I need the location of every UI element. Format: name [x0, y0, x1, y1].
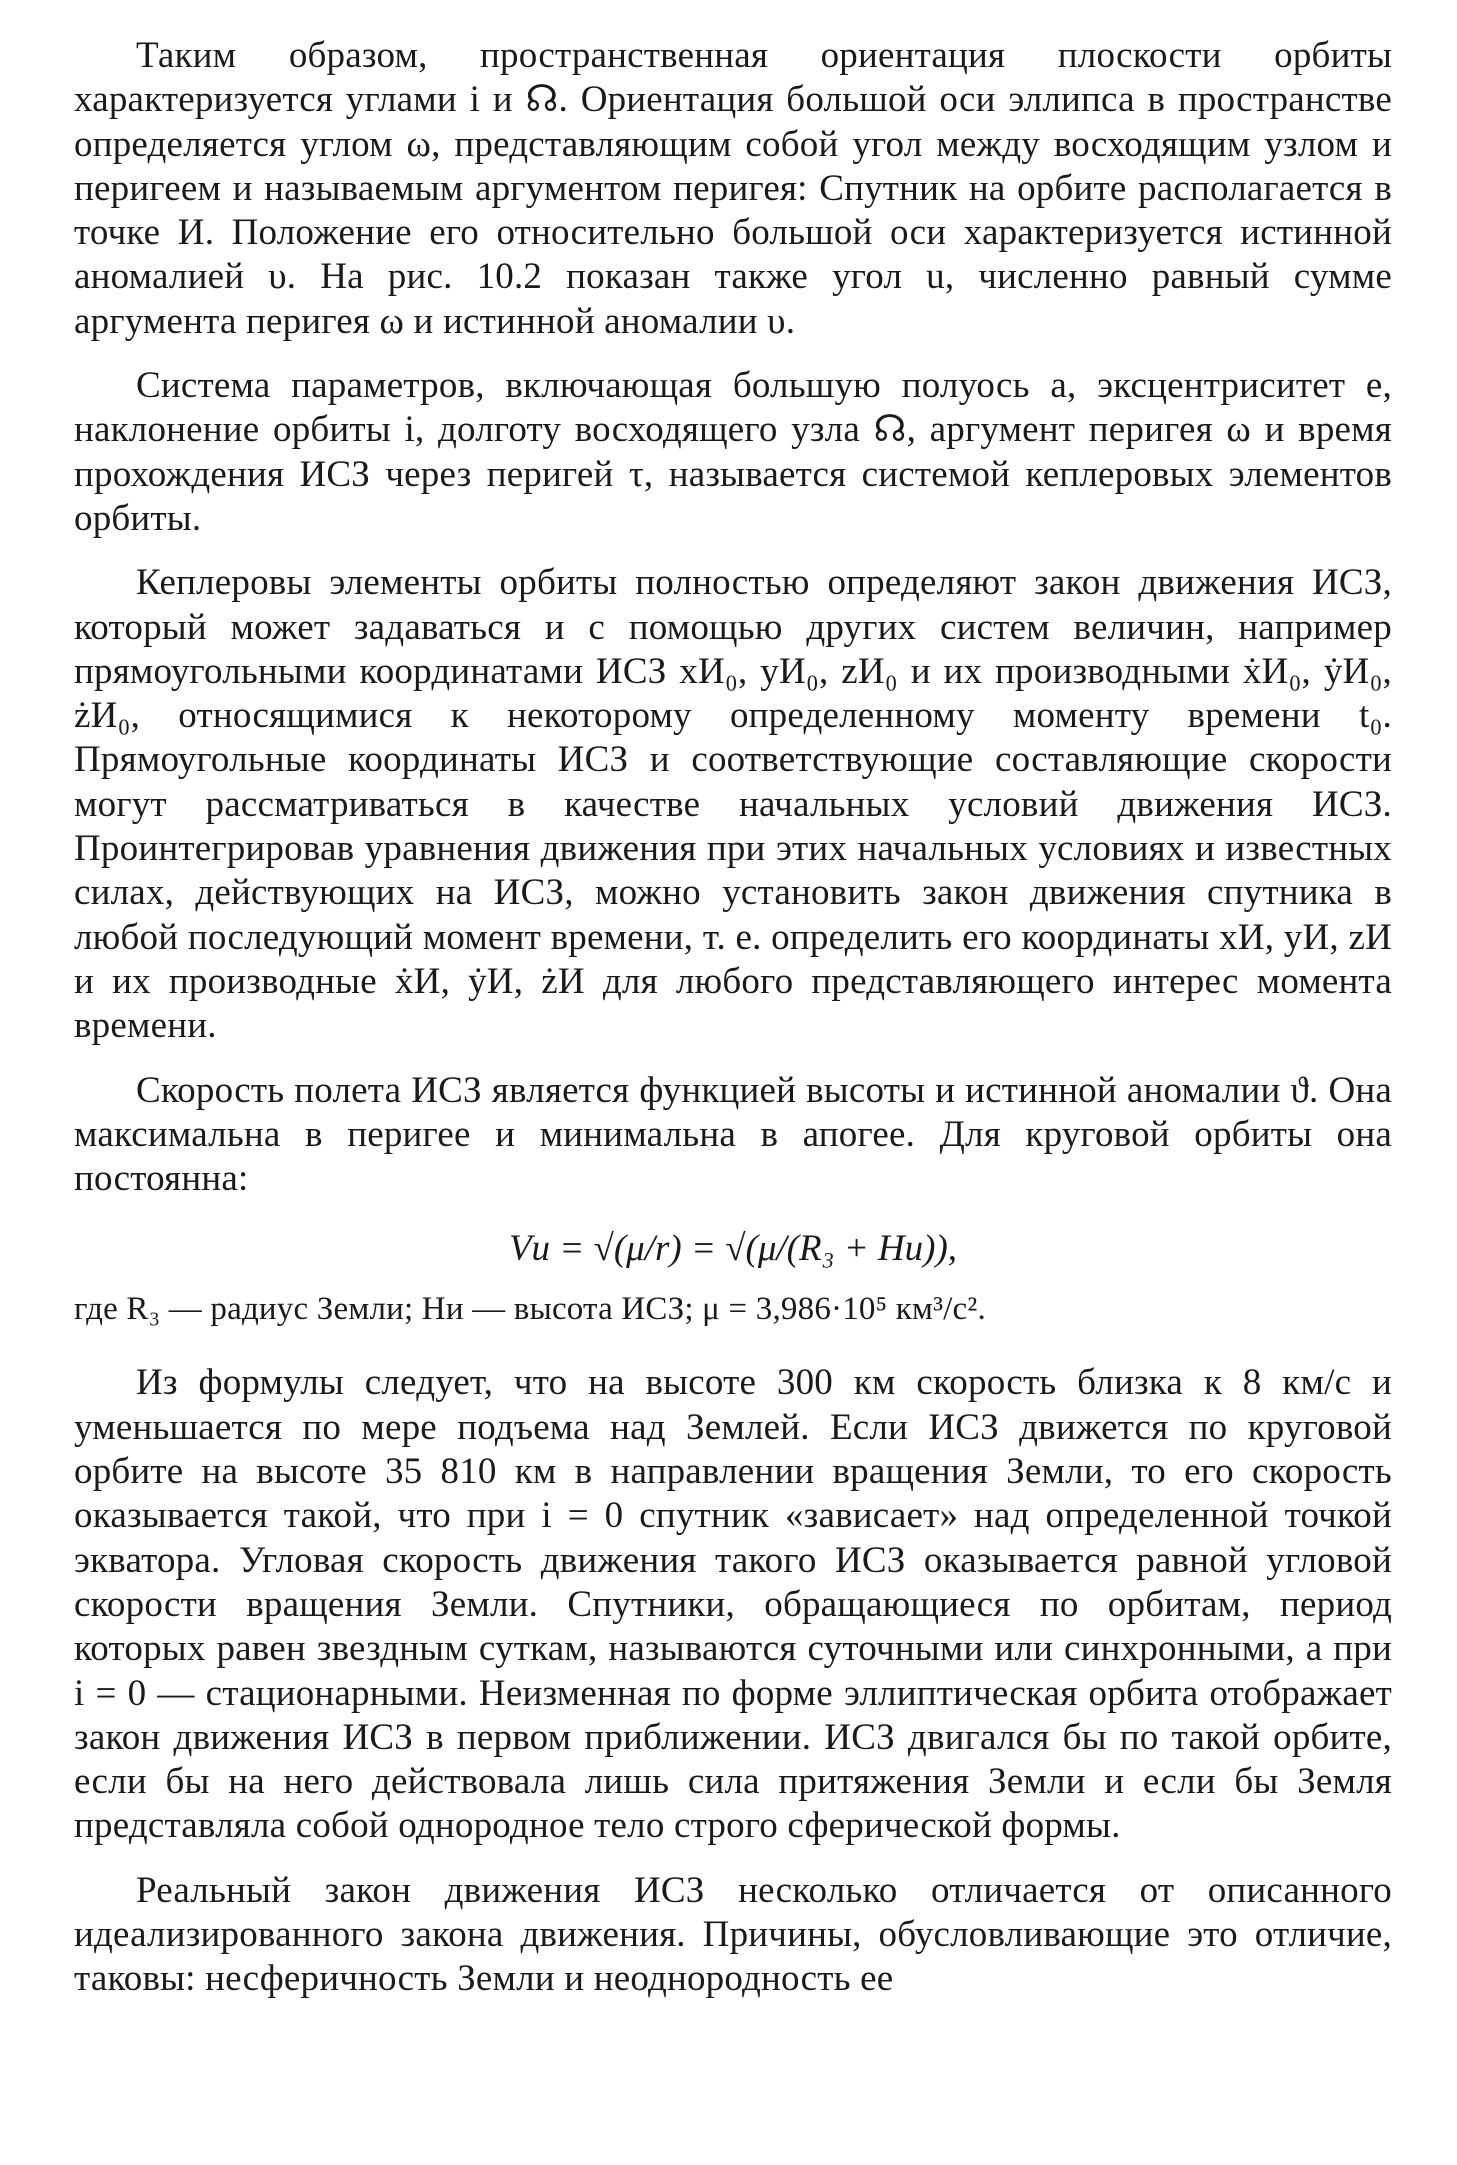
paragraph-kepler-elements: Кеплеровы элементы орбиты полностью определяют закон движения ИСЗ, который может задаваться и с помощью других систем величин, например прямоугольными координатами ИСЗ xИ₀, yИ₀, zИ₀ и их производными ẋИ₀, ẏИ₀, żИ₀, относящимися к некоторому определенному моменту времени t₀. Прямоугольные координаты ИСЗ и соответствующие составляющие скорости могут рассматриваться в качестве начальных условий движения ИСЗ. Проинтегрировав уравнения движения при этих начальных условиях и известных силах, действующих на ИСЗ, можно установить закон движения спутника в любой последующий момент времени, т. е. определить его координаты xИ, yИ, zИ и их производные ẋИ, ẏИ, żИ для любого представляющего интерес момента времени. [74, 562, 1392, 1047]
document-page [74, 34, 1392, 2022]
velocity-formula: Vи = √(μ/r) = √(μ/(R₃ + Hи)), [508, 1228, 958, 1270]
formula-legend: где R₃ — радиус Земли; Hи — высота ИСЗ; μ = 3,986·10⁵ км³/с². [74, 1291, 986, 1328]
paragraph-kepler-parameters: Система параметров, включающая большую полуось a, эксцентриситет e, наклонение орбиты i, долготу восходящего узла ☊, аргумент перигея ω и время прохождения ИСЗ через перигей τ, называется системой кеплеровых элементов орбиты. [74, 365, 1392, 539]
paragraph-flight-speed: Скорость полета ИСЗ является функцией высоты и истинной аномалии ϑ. Она максимальна в перигее и минимальна в апогее. Для круговой орбиты она постоянна: [74, 1069, 1392, 1200]
paragraph-orbit-orientation: Таким образом, пространственная ориентация плоскости орбиты характеризуется углами i и ☊. Ориентация большой оси эллипса в пространстве определяется углом ω, представляющим собой угол между восходящим узлом и перигеем и называемым аргументом перигея: Спутник на орбите располагается в точке И. Положение его относительно большой оси характеризуется истинной аномалией υ. На рис. 10.2 показан также угол u, численно равный сумме аргумента перигея ω и истинной аномалии υ. [74, 35, 1392, 342]
paragraph-stationary-orbit: Из формулы следует, что на высоте 300 км скорость близка к 8 км/с и уменьшается по мере подъема над Землей. Если ИСЗ движется по круговой орбите на высоте 35 810 км в направлении вращения Земли, то его скорость оказывается такой, что при i = 0 спутник «зависает» над определенной точкой экватора. Угловая скорость движения такого ИСЗ оказывается равной угловой скорости вращения Земли. Спутники, обращающиеся по орбитам, период которых равен звездным суткам, называются суточными или синхронными, а при i = 0 — стационарными. Неизменная по форме эллиптическая орбита отображает закон движения ИСЗ в первом приближении. ИСЗ двигался бы по такой орбите, если бы на него действовала лишь сила притяжения Земли и если бы Земля представляла собой однородное тело строго сферической формы. [74, 1362, 1392, 1847]
paragraph-real-motion: Реальный закон движения ИСЗ несколько отличается от описанного идеализированного закона движения. Причины, обусловливающие это отличие, таковы: несферичность Земли и неоднородность ее [74, 1869, 1392, 2000]
